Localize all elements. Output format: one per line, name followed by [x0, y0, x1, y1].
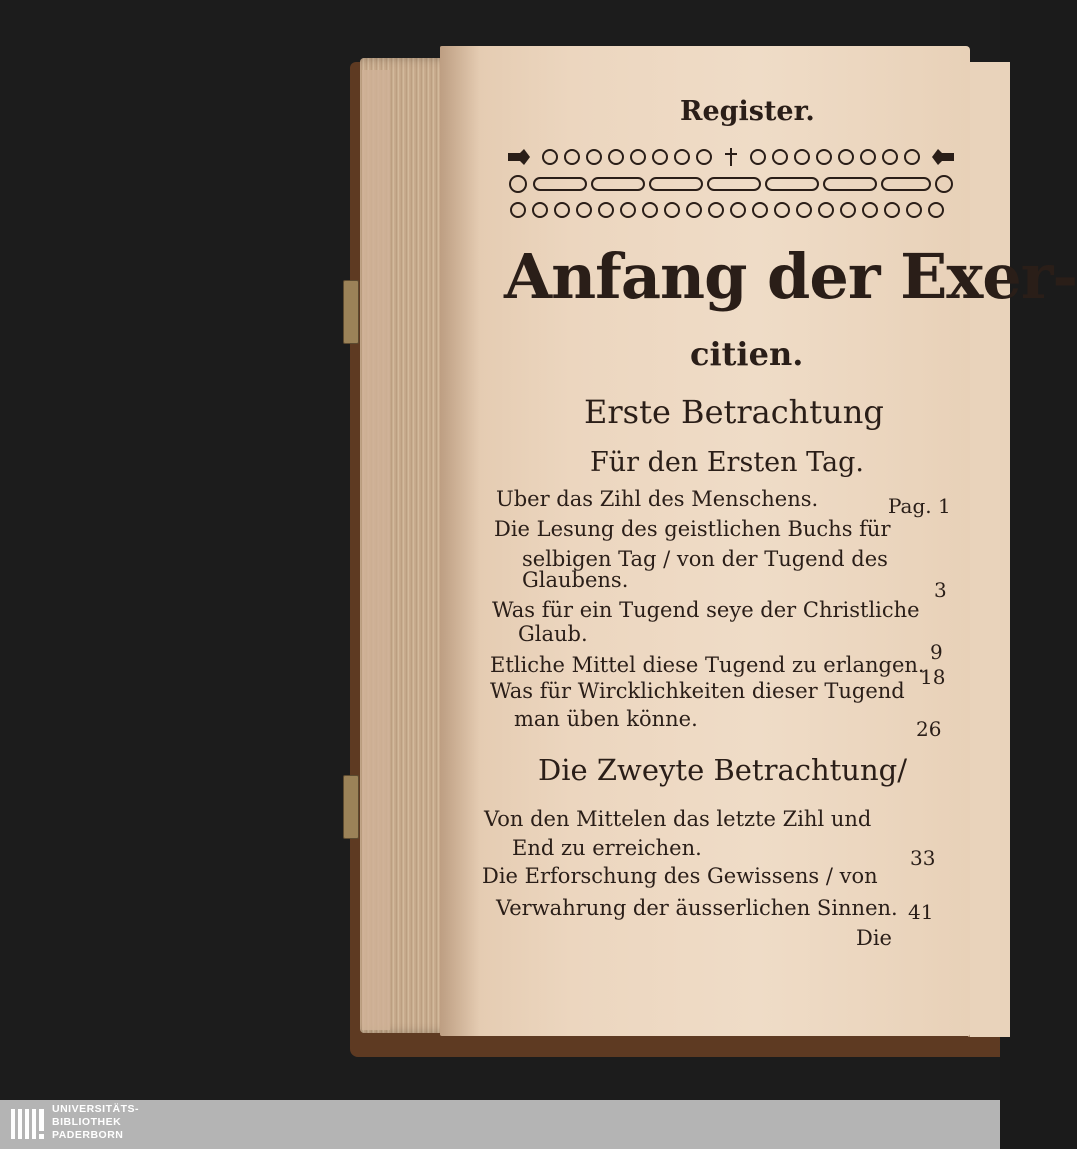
meditation-subheading: Für den Ersten Tag.	[590, 447, 864, 478]
page-number: 33	[910, 846, 936, 870]
clasp-top	[343, 280, 359, 344]
page-number: 41	[908, 900, 934, 924]
entry-line: Glaub.	[518, 622, 588, 646]
running-head: Register.	[680, 96, 815, 127]
page-number: 26	[916, 717, 942, 741]
ornament-row	[506, 145, 956, 169]
section-title-continued: citien.	[690, 335, 804, 373]
entry-line: Von den Mittelen das letzte Zihl und	[484, 807, 872, 831]
entry-line: Uber das Zihl des Menschens.	[496, 487, 819, 511]
entry-line: selbigen Tag / von der Tugend des	[522, 547, 888, 571]
entry-line: Die Erforschung des Gewissens / von	[482, 864, 878, 888]
section-title: Anfang der Exer-	[504, 240, 1077, 313]
page-number: Pag. 1	[888, 494, 951, 518]
page-number: 18	[920, 665, 946, 689]
meditation-heading: Erste Betrachtung	[584, 393, 884, 431]
logo-text-line: BIBLIOTHEK	[52, 1116, 122, 1128]
entry-line: Was für Wircklichkeiten dieser Tugend	[490, 679, 905, 703]
entry-line: Die Lesung des geistlichen Buchs für	[494, 517, 891, 541]
logo-text-line: UNIVERSITÄTS-	[52, 1103, 140, 1115]
ornament-row	[506, 172, 956, 196]
clasp-bottom	[343, 775, 359, 839]
page-number: 3	[934, 578, 947, 602]
catchword: Die	[856, 926, 892, 950]
entry-line: Was für ein Tugend seye der Christliche	[492, 598, 920, 622]
library-logo-icon	[10, 1106, 46, 1142]
flyleaf	[362, 70, 390, 1030]
footer-bar	[0, 1100, 1000, 1149]
logo-text-line: PADERBORN	[52, 1129, 124, 1141]
entry-line: Verwahrung der äusserlichen Sinnen.	[496, 896, 898, 920]
entry-line: Etliche Mittel diese Tugend zu erlangen.	[490, 653, 925, 677]
ornament-row	[506, 198, 956, 222]
entry-line: Glaubens.	[522, 568, 629, 592]
entry-line: End zu erreichen.	[512, 836, 702, 860]
page-number: 9	[930, 640, 943, 664]
entry-line: man üben könne.	[514, 707, 698, 731]
facing-page-edge	[968, 62, 1010, 1037]
meditation-heading: Die Zweyte Betrachtung/	[538, 753, 907, 787]
